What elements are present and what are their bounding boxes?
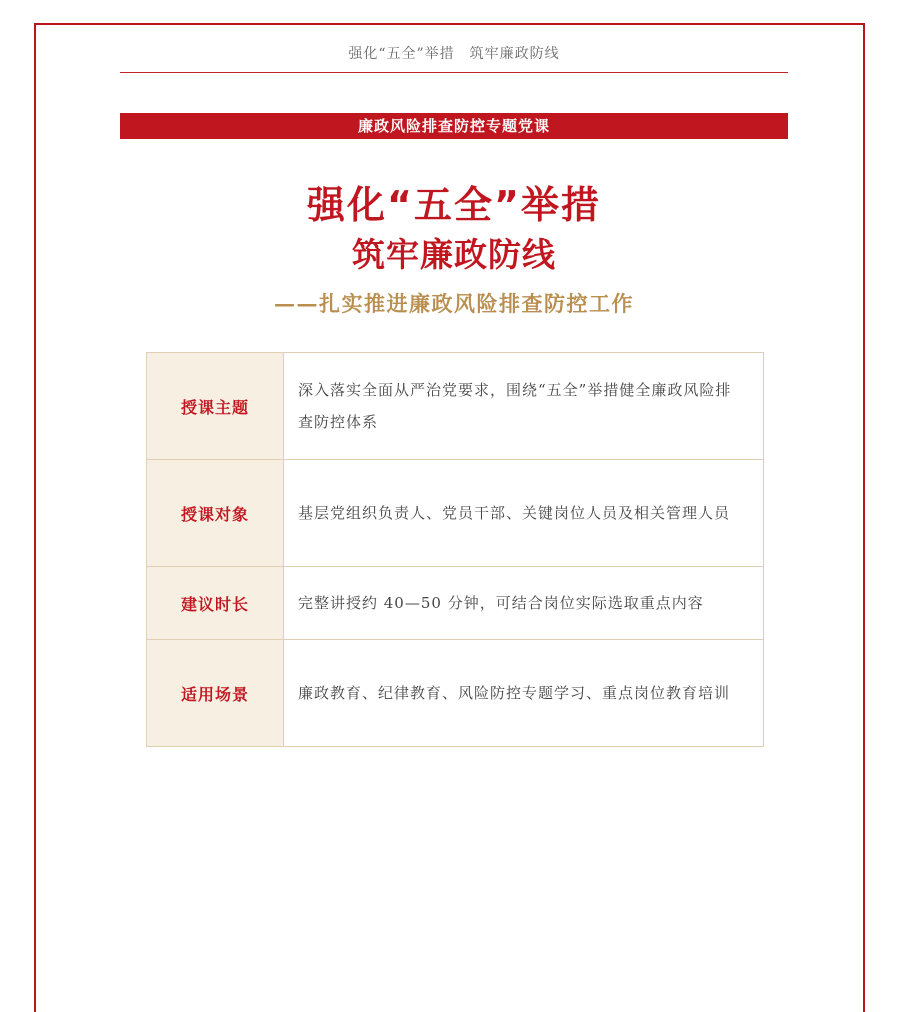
row-value-scenario: 廉政教育、纪律教育、风险防控专题学习、重点岗位教育培训: [284, 640, 764, 747]
row-value-duration: 完整讲授约 40—50 分钟，可结合岗位实际选取重点内容: [284, 567, 764, 640]
row-label-scenario: 适用场景: [147, 640, 284, 747]
row-label-audience: 授课对象: [147, 460, 284, 567]
table-row-audience: [147, 460, 764, 567]
row-value-topic: 深入落实全面从严治党要求，围绕“五全”举措健全廉政风险排查防控体系: [284, 353, 764, 460]
main-title-line1: 强化“五全”举措: [307, 183, 601, 227]
table-row-scenario: [147, 640, 764, 747]
section-banner: 廉政风险排查防控专题党课: [120, 113, 788, 139]
row-label-duration: 建议时长: [147, 567, 284, 640]
course-info-table: [146, 352, 764, 747]
subtitle: ——扎实推进廉政风险排查防控工作: [274, 291, 634, 316]
main-title-line2: 筑牢廉政防线: [352, 235, 556, 274]
table-row-topic: [147, 353, 764, 460]
row-value-audience: 基层党组织负责人、党员干部、关键岗位人员及相关管理人员: [284, 460, 764, 567]
row-label-topic: 授课主题: [147, 353, 284, 460]
header-divider: [120, 72, 788, 73]
table-row-duration: [147, 567, 764, 640]
running-header: 强化“五全”举措 筑牢廉政防线: [348, 46, 560, 62]
